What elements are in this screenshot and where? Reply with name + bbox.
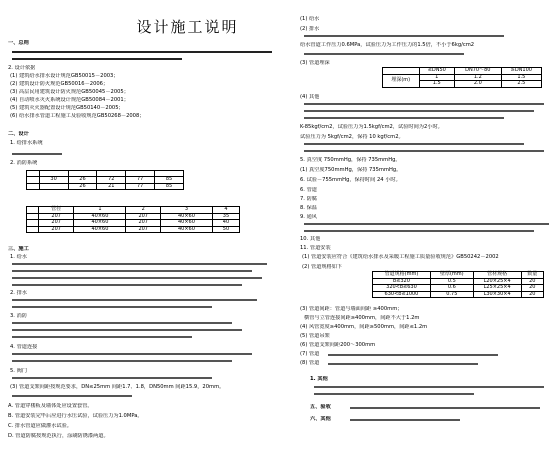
text-line bbox=[350, 407, 540, 409]
code-item: (6) 给水排水管道工程施工及验收规范GB50268－2008； bbox=[10, 113, 145, 119]
vacuum-note: (1) 真空度750mmHg，保持 735mmHg。 bbox=[300, 167, 402, 173]
code-item: (2) 建筑设计防火规范GB50016－2006； bbox=[10, 81, 109, 87]
table-3 bbox=[382, 67, 542, 88]
table-1 bbox=[26, 170, 184, 190]
text-line bbox=[12, 360, 232, 362]
text-line bbox=[304, 103, 544, 105]
design-basis-heading: 2. 设计依据 bbox=[8, 65, 36, 71]
subsection: 5. 阀门 bbox=[10, 368, 27, 374]
section-misc: 六、其他 bbox=[310, 416, 331, 422]
vacuum-note: 5. 真空度 750mmHg，保持 735mmHg。 bbox=[300, 157, 401, 163]
text-line bbox=[12, 377, 212, 379]
spacing-note: (3) 管道间距：管道与墙面间距 ≥400mm； bbox=[300, 306, 403, 312]
text-line bbox=[304, 150, 544, 152]
text-line bbox=[12, 270, 252, 272]
text-line bbox=[12, 284, 242, 286]
subsection: (2) 排水 bbox=[300, 26, 320, 32]
section-construction: 三、施工 bbox=[8, 246, 29, 252]
subsection: 4. 管道连接 bbox=[10, 344, 38, 350]
text-line bbox=[12, 329, 242, 331]
subsection: 3. 消防 bbox=[10, 313, 27, 319]
text-line bbox=[304, 35, 504, 37]
vacuum-note: 6. 试验－755mmHg，保持时间 24 小时。 bbox=[300, 177, 401, 183]
text-line bbox=[12, 336, 192, 338]
support-spacing-note: (3) 管道支架间距按规范要求，DN≤25mm 间距1.7、1.8，DN50mm 间距15.9，20mm。 bbox=[10, 384, 225, 390]
table-row: b≤320 0.5 L20×25×4 20 bbox=[373, 278, 544, 285]
spacing-note: (6) 管道支架间距200～300mm bbox=[300, 342, 376, 348]
text-line bbox=[12, 51, 272, 53]
table-row: 630<b≤1000 0.75 L30×30×4 20 bbox=[373, 291, 544, 298]
subsection: 11. 管道安装 bbox=[300, 245, 331, 251]
table-row: 207 40×60 207 40×60 40 bbox=[27, 220, 240, 227]
section-other: 1. 其他 bbox=[310, 376, 328, 382]
text-line bbox=[304, 223, 549, 225]
pressure-note: 给水管道工作压力0.6MPa，试验压力为工作压力的1.5倍，不小于6kg/cm2 bbox=[300, 42, 475, 48]
note-b: B. 管道安装完毕后应进行水压试验，试验压力为1.0MPa。 bbox=[8, 413, 143, 419]
text-line bbox=[304, 143, 524, 145]
note-a: A. 管道穿楼板及墙体处应设置套管。 bbox=[8, 403, 93, 409]
table-row: 320<b≤630 0.6 L25×25×4 20 bbox=[373, 285, 544, 292]
text-line bbox=[314, 393, 474, 395]
text-line bbox=[12, 58, 182, 60]
subsection: (1) 给水 bbox=[300, 16, 320, 22]
table-header-row: ≤DN50 DN70～80 ≥DN100 bbox=[383, 68, 542, 75]
note-d: D. 管道防腐按规范执行，涂刷防锈漆两道。 bbox=[8, 433, 109, 439]
section-acceptance: 五、验收 bbox=[310, 404, 331, 410]
table-row: 26 21 77 85 bbox=[27, 183, 184, 190]
text-line bbox=[304, 110, 534, 112]
table-row: 30 26 72 77 85 bbox=[27, 177, 184, 184]
text-line bbox=[304, 53, 464, 55]
table-4 bbox=[372, 271, 544, 298]
text-line bbox=[314, 386, 544, 388]
table-2 bbox=[26, 206, 240, 233]
code-item: (3) 高层民用建筑设计防火规范GB50045－2005； bbox=[10, 89, 129, 95]
spacing-note: 横管与立管连接间距≥400mm，间距不大于1.2m bbox=[304, 315, 420, 321]
text-line bbox=[12, 299, 257, 301]
text-line bbox=[304, 117, 504, 119]
section-general: 一、总则 bbox=[8, 40, 29, 46]
text-line bbox=[328, 354, 498, 356]
gauge-note: K-85kgf/cm2，试验压力为1.5kgf/cm2，试验时间为2小时。 bbox=[300, 124, 443, 130]
code-item: (5) 建筑灭火器配置设计规范GB50140－2005； bbox=[10, 105, 124, 111]
text-line bbox=[12, 306, 212, 308]
subsection: 2. 消防系统 bbox=[10, 160, 38, 166]
subsection: (2) 管道规格如下 bbox=[302, 264, 343, 270]
spacing-note: (5) 管道吊架 bbox=[300, 333, 330, 339]
code-item: (4) 自动喷水灭火系统设计规范GB50084－2001； bbox=[10, 97, 129, 103]
install-code-note: (1) 管道安装应符合《建筑给水排水及采暖工程施工质量验收规范》GB50242－2002 bbox=[302, 254, 499, 260]
subsection: 9. 通风 bbox=[300, 214, 317, 220]
subsection: 8. 保温 bbox=[300, 205, 317, 211]
spacing-note: (4) 风管宽度≥400mm，间距≥500mm，间距≤1.2m bbox=[300, 324, 428, 330]
text-line bbox=[12, 277, 262, 279]
subsection: 1. 给水 bbox=[10, 254, 27, 260]
text-line bbox=[304, 230, 534, 232]
section-design: 二、设计 bbox=[8, 131, 29, 137]
table-row: 207 40×60 207 40×60 35 bbox=[27, 213, 240, 220]
text-line bbox=[12, 153, 62, 155]
subsection: (3) 管道埋深 bbox=[300, 60, 330, 66]
code-item: (1) 建筑给水排水设计规范GB50015－2003； bbox=[10, 73, 119, 79]
table-row: 埋深(m) 1 1.2 1.5 bbox=[383, 74, 542, 81]
spacing-note: (7) 管道 bbox=[300, 351, 320, 357]
spacing-note: (8) 管道 bbox=[300, 360, 320, 366]
text-line bbox=[12, 322, 232, 324]
text-line bbox=[350, 419, 460, 421]
subsection: 6. 管道 bbox=[300, 187, 317, 193]
subsection: 1. 给排水系统 bbox=[10, 140, 43, 146]
table-header-row: 管径 1 2 3 4 bbox=[27, 207, 240, 214]
text-line bbox=[12, 263, 267, 265]
gauge-note: 试验压力为 5kgf/cm2，保持 10 kgf/cm2。 bbox=[300, 134, 404, 140]
text-line bbox=[12, 353, 252, 355]
table-row: 207 40×60 207 40×60 50 bbox=[27, 226, 240, 233]
text-line bbox=[328, 363, 478, 365]
text-line bbox=[12, 395, 132, 397]
document-title: 设计施工说明 bbox=[136, 18, 239, 36]
table-header-row: 管道规格(mm) 壁厚(mm) 管材规格 数量 bbox=[373, 272, 544, 279]
subsection: 10. 其他 bbox=[300, 236, 321, 242]
subsection: (4) 其他 bbox=[300, 94, 320, 100]
note-c: C. 排水管道应做灌水试验。 bbox=[8, 423, 72, 429]
subsection: 2. 排水 bbox=[10, 290, 27, 296]
table-row: 1.5 2.0 2.5 bbox=[383, 81, 542, 88]
subsection: 7. 防腐 bbox=[300, 196, 317, 202]
